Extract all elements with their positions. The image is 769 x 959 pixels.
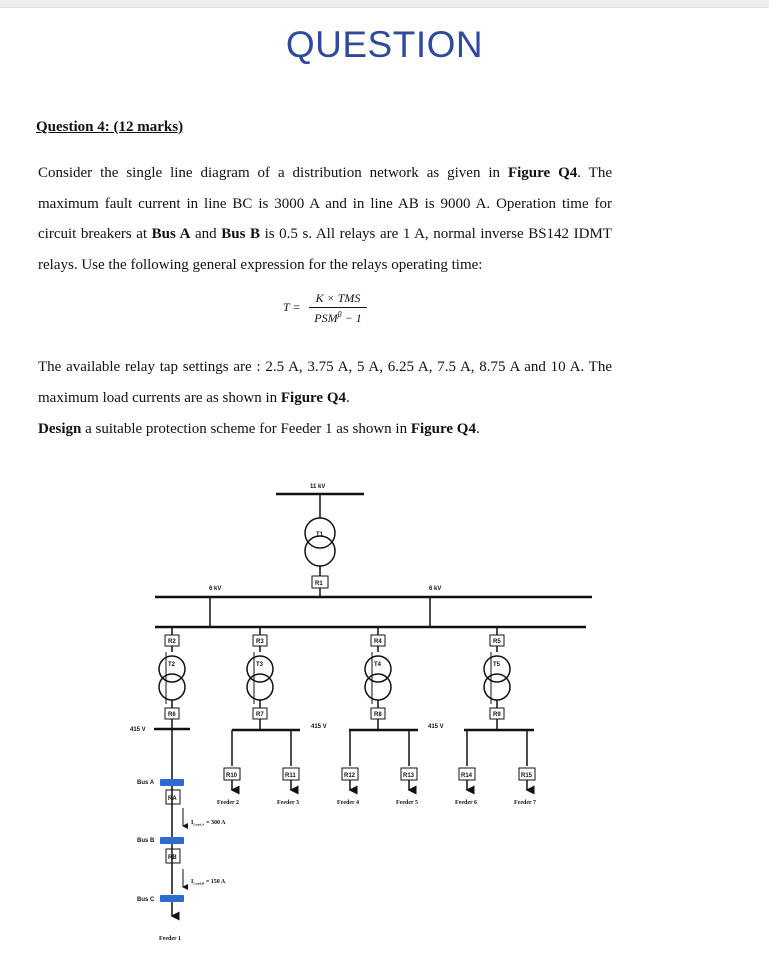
- bus-a-bar: [160, 779, 184, 786]
- label-r1: R1: [315, 581, 323, 587]
- label-load-a: [191, 820, 226, 827]
- label-bus-b: Bus B: [137, 838, 155, 844]
- text: Consider the single line diagram of a distribution network as given in: [38, 165, 508, 181]
- label-feeder-6: Feeder 6: [455, 800, 478, 806]
- label-r13: R13: [403, 773, 415, 779]
- load-a-subscript: Load,A: [193, 822, 205, 827]
- bus-b-bar: [160, 837, 184, 844]
- load-a-symbol: I: [191, 820, 194, 826]
- load-b-subscript: Load,B: [193, 881, 205, 886]
- label-feeder-1: Feeder 1: [159, 936, 182, 942]
- text: .: [475, 421, 480, 437]
- label-feeder-3: Feeder 3: [277, 800, 300, 806]
- formula-lhs: T =: [283, 300, 301, 314]
- text: and: [190, 226, 222, 242]
- transformer-t1-winding-2: [305, 536, 335, 566]
- label-feeder-7: Feeder 7: [514, 800, 537, 806]
- question-paragraph-2: [38, 352, 612, 413]
- top-divider: [0, 0, 769, 8]
- label-bus-c: Bus C: [137, 897, 155, 903]
- label-r10: R10: [226, 773, 238, 779]
- transformer-t3-winding-2: [247, 674, 273, 700]
- question-paragraph-3: [38, 414, 612, 445]
- label-6kv-left: 6 kV: [209, 586, 222, 592]
- label-feeder-5: Feeder 5: [396, 800, 419, 806]
- bold-ref: Figure Q4: [280, 389, 346, 406]
- text: a suitable protection scheme for Feeder 1 as shown in: [81, 421, 411, 437]
- label-t4: T4: [374, 662, 382, 668]
- text: The available relay tap settings are : 2.5 A, 3.75 A, 5 A, 6.25 A, 7.5 A, 8.75 A and 10 A. The maximum load currents are as shown in: [38, 359, 612, 406]
- page-title: QUESTION: [285, 24, 484, 65]
- bold-ref: Figure Q4: [410, 421, 476, 437]
- question-paragraph-1: [38, 158, 612, 280]
- label-r9: R9: [493, 712, 501, 718]
- label-r15: R15: [521, 773, 533, 779]
- label-ra: RA: [168, 796, 177, 802]
- label-t3: T3: [256, 662, 264, 668]
- transformer-t4-winding-2: [365, 674, 391, 700]
- label-t1: T1: [316, 532, 324, 538]
- bus-c-bar: [160, 895, 184, 902]
- label-415v-left: 415 V: [130, 727, 146, 733]
- load-b-symbol: I: [191, 879, 194, 885]
- label-feeder-4: Feeder 4: [337, 800, 360, 806]
- label-415v-middle: 415 V: [311, 724, 327, 730]
- label-load-b: [191, 879, 226, 886]
- question-heading: Question 4: (12 marks): [36, 119, 184, 135]
- label-t5: T5: [493, 662, 501, 668]
- text: is 0.5 s. All relays are 1 A, normal inverse BS142 IDMT relays. Use the following general expression for the relays operating time:: [38, 226, 612, 273]
- label-r3: R3: [256, 639, 264, 645]
- transformer-t2-winding-2: [159, 674, 185, 700]
- text: . The maximum fault current in line BC is 3000 A and in line AB is 9000 A. Operation time for circuit breakers at: [38, 165, 613, 242]
- bold-ref: Figure Q4: [507, 165, 578, 181]
- label-r8: R8: [374, 712, 382, 718]
- label-r11: R11: [285, 773, 296, 779]
- psm: PSM: [314, 311, 338, 325]
- label-r14: R14: [461, 773, 473, 779]
- beta-exponent: β: [337, 310, 342, 319]
- load-b-value: = 150 A: [204, 879, 226, 885]
- label-feeder-2: Feeder 2: [217, 800, 240, 806]
- fraction-bar: [309, 307, 367, 308]
- label-6kv-right: 6 kV: [429, 586, 442, 592]
- label-t2: T2: [168, 662, 176, 668]
- label-bus-a: Bus A: [137, 780, 155, 786]
- label-r6: R6: [168, 712, 176, 718]
- formula-denominator: [309, 310, 367, 326]
- single-line-diagram: [0, 470, 769, 959]
- minus-one: − 1: [341, 311, 362, 325]
- label-r7: R7: [256, 712, 264, 718]
- label-rb: RB: [168, 855, 177, 861]
- bold-ref: Design: [38, 421, 82, 437]
- label-r4: R4: [374, 639, 382, 645]
- bold-ref: Bus A: [151, 226, 191, 242]
- label-415v-right: 415 V: [428, 724, 444, 730]
- formula-numerator: K × TMS: [315, 291, 361, 305]
- label-r2: R2: [168, 639, 176, 645]
- label-11kv: 11 kV: [310, 484, 326, 490]
- label-r5: R5: [493, 639, 501, 645]
- bold-ref: Bus B: [221, 226, 261, 242]
- load-a-value: = 300 A: [204, 820, 226, 826]
- operating-time-formula: [283, 288, 403, 334]
- transformer-t5-winding-2: [484, 674, 510, 700]
- label-r12: R12: [344, 773, 356, 779]
- text: .: [346, 389, 350, 406]
